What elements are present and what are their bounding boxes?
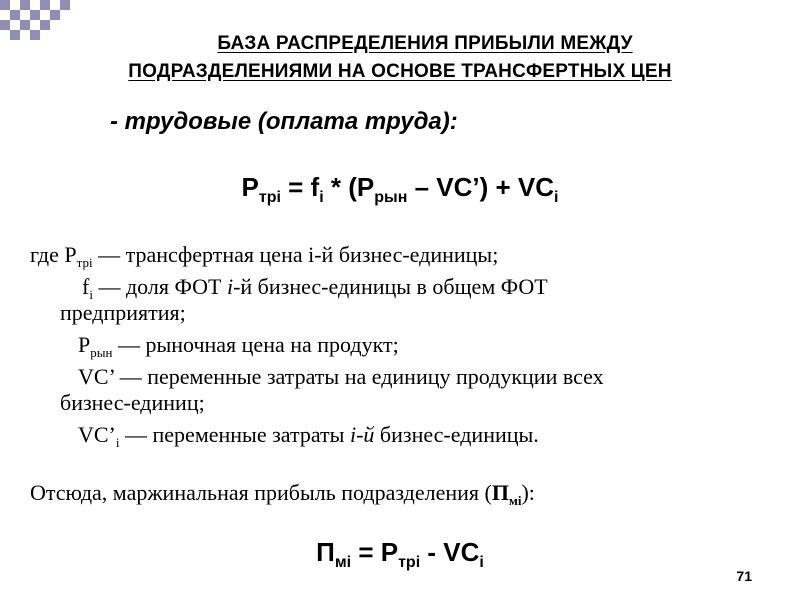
definition-prin: $P_{рын}$ — рыночная цена на продукт; [78, 332, 399, 360]
subtitle: - трудовые (оплата труда): [110, 108, 458, 135]
definition-vci: $VC’_i$ — переменные затраты i-й бизнес-единицы. [78, 422, 539, 450]
definition-vc: VC’ — переменные затраты на единицу продукции всех [78, 364, 604, 389]
marginal-profit-line: Отсюда, маржинальная прибыль подразделения $(П_{мi})$: [30, 480, 535, 508]
transfer-price-formula: $P_{трi} = f_i * (P_{рын}$ – VC’) + $VC_i$ [241, 172, 559, 206]
marginal-profit-formula: $П_{мi} = P_{трi} - VC_i$ [316, 537, 484, 571]
slide-title [0, 30, 800, 86]
title-line-2: ПОДРАЗДЕЛЕНИЯМИ НА ОСНОВЕ ТРАНСФЕРТНЫХ ЦЕН [128, 61, 672, 82]
definition-fi: $f_i$ — доля ФОТ i-й бизнес-единицы в общем ФОТ [82, 274, 548, 302]
definition-ptr: где $P_{трi}$ — трансфертная цена i-й бизнес-единицы; [30, 242, 499, 270]
definition-fi-cont: предприятия; [60, 300, 186, 325]
title-line-1: БАЗА РАСПРЕДЕЛЕНИЯ ПРИБЫЛИ МЕЖДУ [217, 33, 633, 54]
page-number: 71 [736, 568, 752, 584]
definition-vc-cont: бизнес-единиц; [60, 390, 205, 415]
